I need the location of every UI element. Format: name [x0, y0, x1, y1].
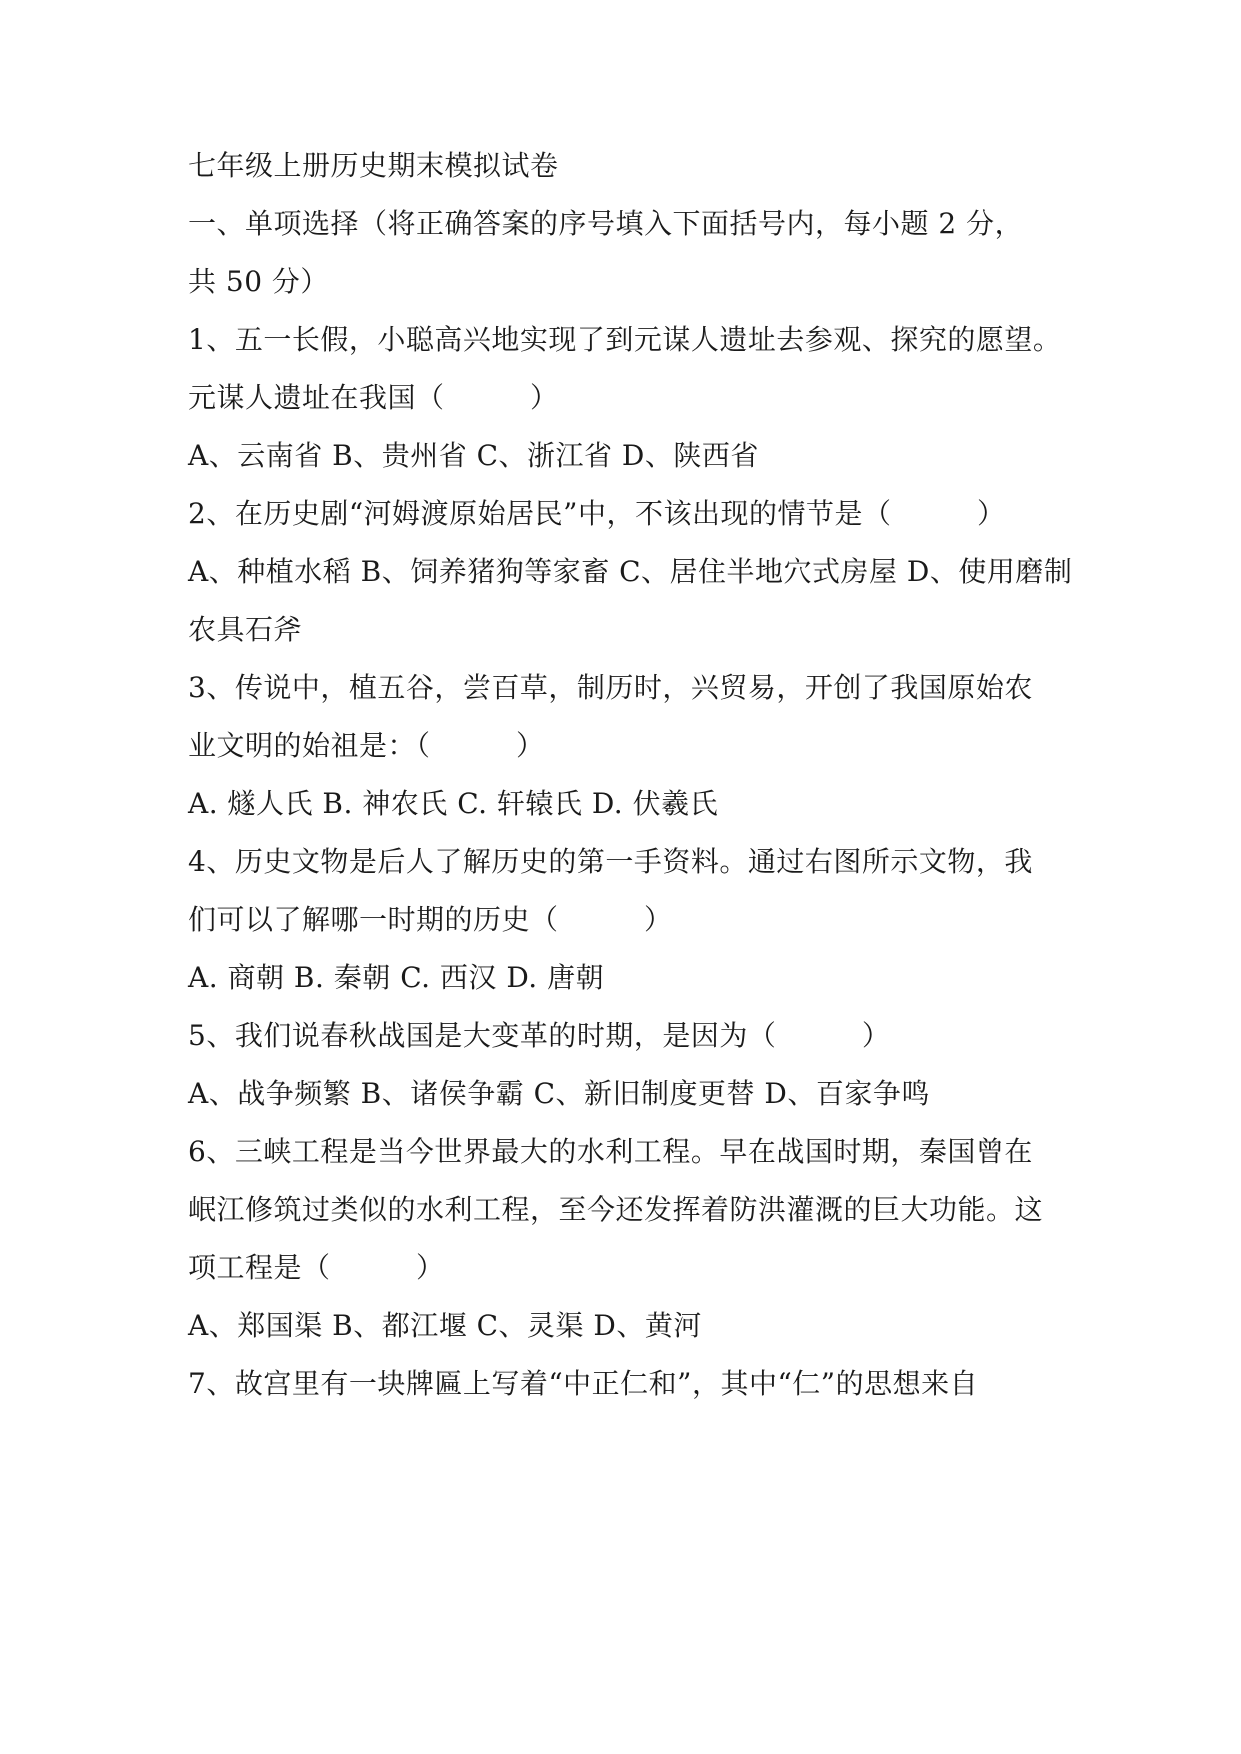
- question-3-stem-line1: 3、传说中，植五谷，尝百草，制历时，兴贸易，开创了我国原始农: [188, 671, 1033, 704]
- question-6-stem-line1: 6、三峡工程是当今世界最大的水利工程。早在战国时期，秦国曾在: [188, 1135, 1033, 1168]
- question-6-stem-line2: 岷江修筑过类似的水利工程，至今还发挥着防洪灌溉的巨大功能。这: [188, 1193, 1044, 1226]
- question-4-stem-line2: 们可以了解哪一时期的历史（ ）: [188, 903, 673, 936]
- question-4-options: A. 商朝 B. 秦朝 C. 西汉 D. 唐朝: [188, 961, 605, 994]
- question-6-stem-line3: 项工程是（ ）: [188, 1251, 445, 1284]
- question-2-options-line1: A、种植水稻 B、饲养猪狗等家畜 C、居住半地穴式房屋 D、使用磨制: [188, 555, 1073, 588]
- question-7-stem-line1: 7、故宫里有一块牌匾上写着“中正仁和”，其中“仁”的思想来自: [188, 1367, 979, 1400]
- question-5-stem-line1: 5、我们说春秋战国是大变革的时期，是因为（ ）: [188, 1019, 891, 1052]
- question-2-options-line2: 农具石斧: [188, 613, 303, 646]
- question-1-stem-line2: 元谋人遗址在我国（ ）: [188, 381, 559, 414]
- question-3-stem-line2: 业文明的始祖是：（ ）: [188, 729, 545, 762]
- question-6-options: A、郑国渠 B、都江堰 C、灵渠 D、黄河: [188, 1309, 702, 1342]
- question-3-options: A. 燧人氏 B. 神农氏 C. 轩辕氏 D. 伏羲氏: [188, 787, 719, 820]
- question-4-stem-line1: 4、历史文物是后人了解历史的第一手资料。通过右图所示文物，我: [188, 845, 1033, 878]
- question-1-stem-line1: 1、五一长假，小聪高兴地实现了到元谋人遗址去参观、探究的愿望。: [188, 323, 1062, 356]
- question-5-options: A、战争频繁 B、诸侯争霸 C、新旧制度更替 D、百家争鸣: [188, 1077, 930, 1110]
- question-1-options: A、云南省 B、贵州省 C、浙江省 D、陕西省: [188, 439, 759, 472]
- exam-title: 七年级上册历史期末模拟试卷: [188, 149, 559, 182]
- question-2-stem-line1: 2、在历史剧“河姆渡原始居民”中，不该出现的情节是（ ）: [188, 497, 1006, 530]
- section-heading-line2: 共 50 分）: [188, 265, 329, 298]
- section-heading-line1: 一、单项选择（将正确答案的序号填入下面括号内，每小题 2 分，: [188, 207, 1024, 240]
